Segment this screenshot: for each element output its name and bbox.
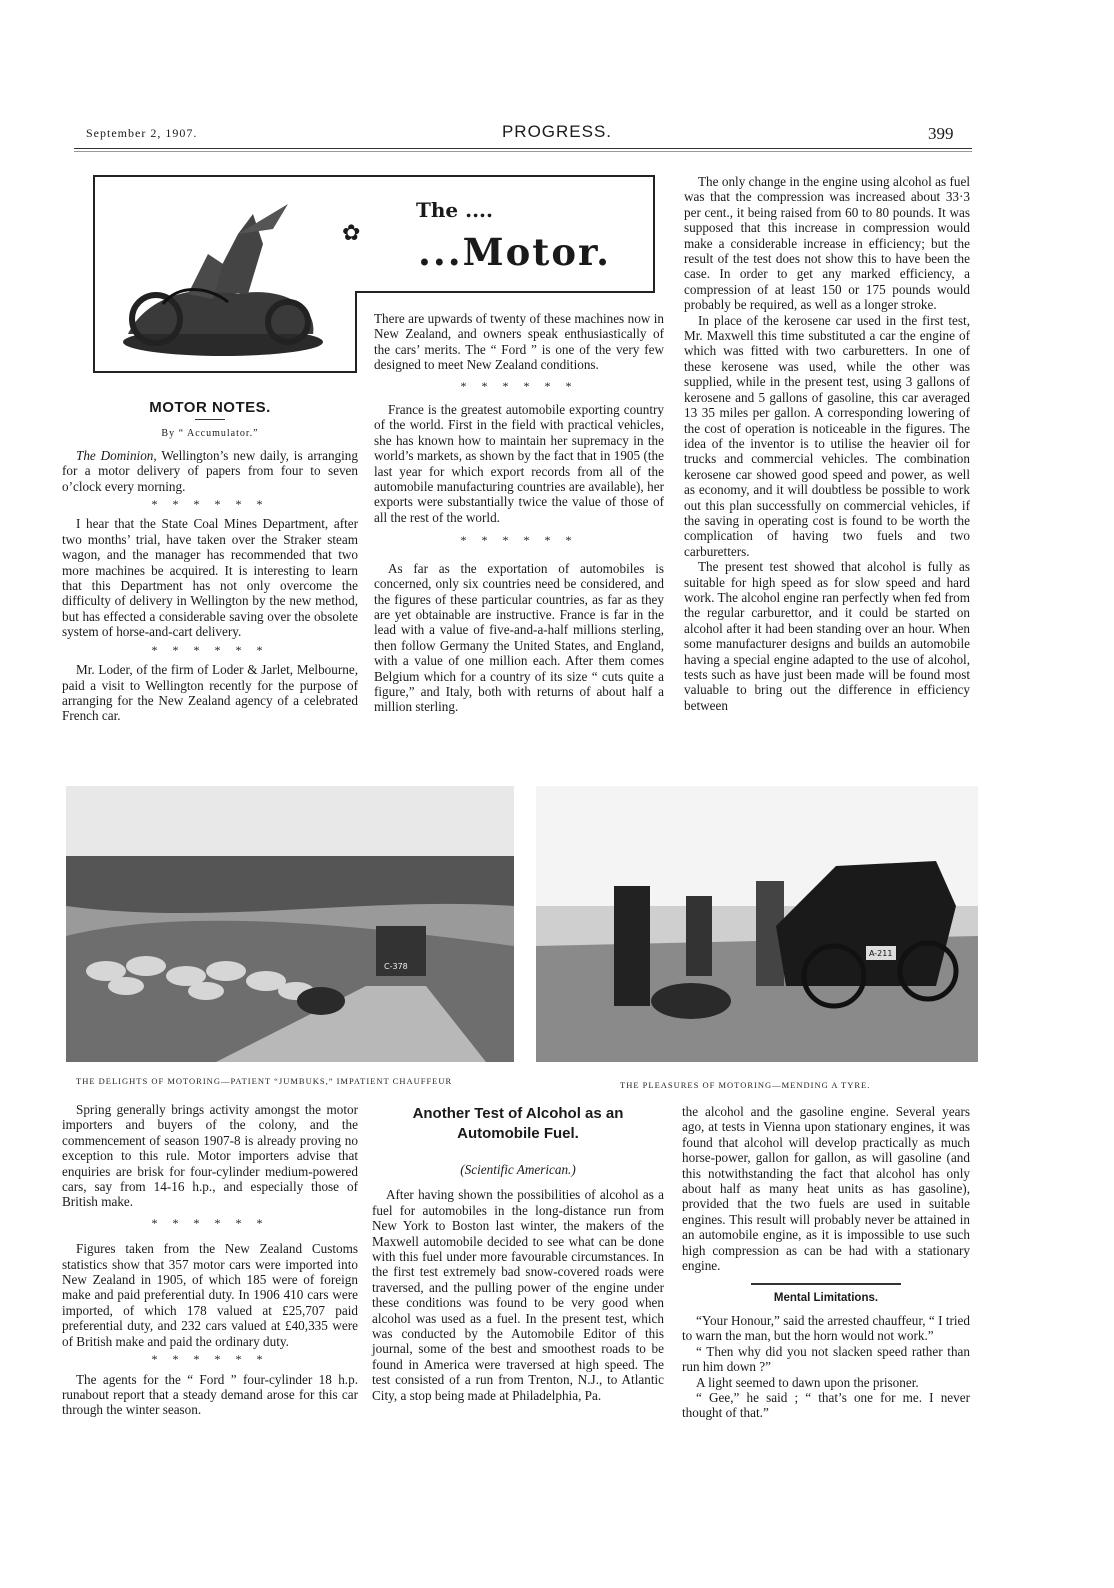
motor-notes-column — [62, 400, 358, 724]
right-paragraph-2: In place of the kerosene car used in the first test, Mr. Maxwell this time substituted a car the engine of which was fitted with two carburetters. In one of these kerosene was used, while the other was supplied, while in the present test, using 3 gallons of kerosene and 5 gallons of gasoline, this car averaged 13 35 miles per gallon. A corresponding lowering of the cost of operation is noticeable in the figures. The idea of the inventor is to utilise the heavier oil for trucks and commercial vehicles. The combination kerosene car showed good speed and power, as well as economy, and it will doubtless be possible to work out this plan successfully on commercial vehicles, if the saving in operating cost is found to be worth the complication of having two fuels and two carburetters. — [684, 312, 970, 559]
customs-paragraph: Figures taken from the New Zealand Customs statistics show that 357 motor cars were imported into New Zealand in 1905, of which 185 were of foreign make and paid preferential duty. In 1906 410 cars were imported, of which 178 valued at £25,707 paid preferential duty, and 232 cars valued at £40,335 were of British make and paid the ordinary duty. — [62, 1241, 358, 1349]
banner-title-small: The .... — [416, 198, 493, 222]
middle-paragraph-1: There are upwards of twenty of these machines now in New Zealand, and owners speak enthusiastically of the cars’ merits. The “ Ford ” is one of the very few designed to meet New Zealand conditions. — [374, 311, 664, 373]
right-paragraph-3: The present test showed that alcohol is fully as suitable for high speed as for slow speed and hard work. The alcohol engine ran perfectly when fed from the regular carburettor, and it could be started on alcohol after it had been standing over an hour. When some manufacturer designs and builds an automobile having a special engine adapted to the use of alcohol, tests such as have just been made will be found most valuable to bring out the difference in efficiency between — [684, 559, 970, 713]
spring-paragraph: Spring generally brings activity amongst the motor importers and buyers of the colony, and the commencement of season 1907-8 is already proving no exception to this rule. Motor importers advise that enquiries are brisk for four-cylinder medium-powered cars, say from 14-16 h.p., and especially those of British make. — [62, 1102, 358, 1210]
dominion-title: The Dominion, — [76, 447, 157, 463]
page-number: 399 — [928, 124, 954, 143]
alcohol-article-column — [372, 1104, 664, 1403]
section-stars: * * * * * * — [151, 497, 269, 512]
motor-notes-heading: MOTOR NOTES. — [149, 399, 271, 416]
car-number-plate: A-211 — [869, 949, 893, 958]
anecdote-line-1: “Your Honour,” said the arrested chauffeur, “ I tried to warn the man, but the horn would not work.” — [682, 1312, 970, 1344]
vehicle-plate: C-378 — [384, 962, 408, 971]
bottom-right-column — [682, 1104, 970, 1421]
header-rule — [74, 148, 972, 149]
running-date: September 2, 1907. — [86, 126, 198, 140]
photo-sheep-on-road — [66, 786, 514, 1062]
photo-mending-tyre — [536, 786, 978, 1062]
continuation-paragraph: the alcohol and the gasoline engine. Several years ago, at tests in Vienna upon stationary engines, it was found that alcohol will develop practically as much horse-power, gallon for gallon, as will gasoline (and this notwithstanding the fact that alcohol has only about half as many heat units as has gasoline), provided that the two fuels are used in suitable engines. This result will probably never be attained in an automobile engine, as it is impossible to use such high compression as can be had with a stationary engine. — [682, 1104, 970, 1274]
right-photo-caption: THE PLEASURES OF MOTORING—MENDING A TYRE. — [620, 1080, 871, 1090]
masthead-title: PROGRESS. — [501, 122, 613, 141]
notes-paragraph-3: Mr. Loder, of the firm of Loder & Jarlet, Melbourne, paid a visit to Wellington recently for the purpose of arranging for the New Zealand agency of a celebrated French car. — [62, 662, 358, 724]
section-stars: * * * * * * — [460, 378, 578, 393]
heading-divider — [195, 419, 225, 420]
notes-paragraph-2: I hear that the State Coal Mines Department, after two months’ trial, have taken over the Straker steam wagon, and the manager has recommended that two more machines be acquired. It is interesting to learn that this Department has not only overcome the difficulty of delivery in Wellington by the new method, but has effected a considerable saving over the obsolete system of horse-and-cart delivery. — [62, 516, 358, 640]
notes-paragraph-1: The Dominion, Wellington’s new daily, is arranging for a motor delivery of papers from four to seven o’clock every morning. — [62, 447, 358, 494]
bottom-left-column — [62, 1102, 358, 1418]
byline: By “ Accumulator.” — [161, 428, 259, 440]
ford-agents-paragraph: The agents for the “ Ford ” four-cylinder 18 h.p. runabout report that a steady demand arose for this car through the winter season. — [62, 1371, 358, 1418]
mental-limitations-heading: Mental Limitations. — [773, 1292, 879, 1305]
article-source: (Scientific American.) — [460, 1162, 576, 1177]
middle-top-column — [374, 311, 664, 715]
header-rule-thin — [74, 151, 972, 152]
section-stars: * * * * * * — [151, 642, 269, 657]
anecdote-line-2: “ Then why did you not slacken speed rather than run him down ?” — [682, 1343, 970, 1375]
section-stars: * * * * * * — [151, 1352, 269, 1367]
alcohol-paragraph-1: After having shown the possibilities of alcohol as a fuel for automobiles in the long-distance run from New York to Boston last winter, the makers of the Maxwell automobile decided to see what can be done with this fuel under more favourable circumstances. In the first test extremely bad snow-covered roads were traversed, and the pulling power of the engine under these conditions was found to be very good when alcohol was used as a fuel. In the present test, which was conducted by the Automobile Editor of this journal, some of the best and smoothest roads to be found in America were traversed at high speed. The test consisted of a run from Trenton, N.J., to Atlantic City, a stop being made at Philadelphia, Pa. — [372, 1187, 664, 1403]
anecdote-line-3: A light seemed to dawn upon the prisoner. — [696, 1374, 919, 1390]
section-stars: * * * * * * — [151, 1215, 269, 1230]
motor-statuette-image — [123, 204, 323, 356]
fleuron-icon: ✿ — [342, 220, 361, 245]
middle-paragraph-3: As far as the exportation of automobiles is concerned, only six countries need be considered, and the figures of these particular countries, as far as they are yet obtainable are instructive. France is far in the lead with a value of five-and-a-half millions sterling, then follow Germany the United States, and England, with a value of one million each. After them comes Belgium which for a country of its size “ cuts quite a figure,” and Italy, both with returns of about half a million sterling. — [374, 560, 664, 715]
right-top-column — [684, 174, 970, 713]
anecdote-line-4: “ Gee,” he said ; “ that’s one for me. I never thought of that.” — [682, 1389, 970, 1421]
middle-paragraph-2: France is the greatest automobile exporting country of the world. First in the field with practical vehicles, she has known how to maintain her supremacy in the world’s markets, as shown by the fact that in 1905 (the last year for which export records from all of the automobile manufacturing countries are available), her exports were substantially twice the value of those of all the rest of the world. — [374, 402, 664, 525]
banner-title-large: ...Motor. — [418, 230, 612, 274]
section-stars: * * * * * * — [460, 533, 578, 548]
right-paragraph-1: The only change in the engine using alcohol as fuel was that the compression was increased about 33·3 per cent., it being raised from 60 to 80 pounds. It was supposed that this increase in compression would make a considerable increase in efficiency; but the result of the test does not show this to have been the case. In order to get any marked efficiency, a compression of at least 150 or 175 pounds would probably be required, as well as a longer stroke. — [684, 174, 970, 313]
heading-rule — [751, 1283, 901, 1285]
left-photo-caption: THE DELIGHTS OF MOTORING—PATIENT “JUMBUKS,” IMPATIENT CHAUFFEUR — [76, 1076, 453, 1086]
alcohol-article-heading: Another Test of Alcohol as an Automobile Fuel. — [412, 1105, 624, 1142]
